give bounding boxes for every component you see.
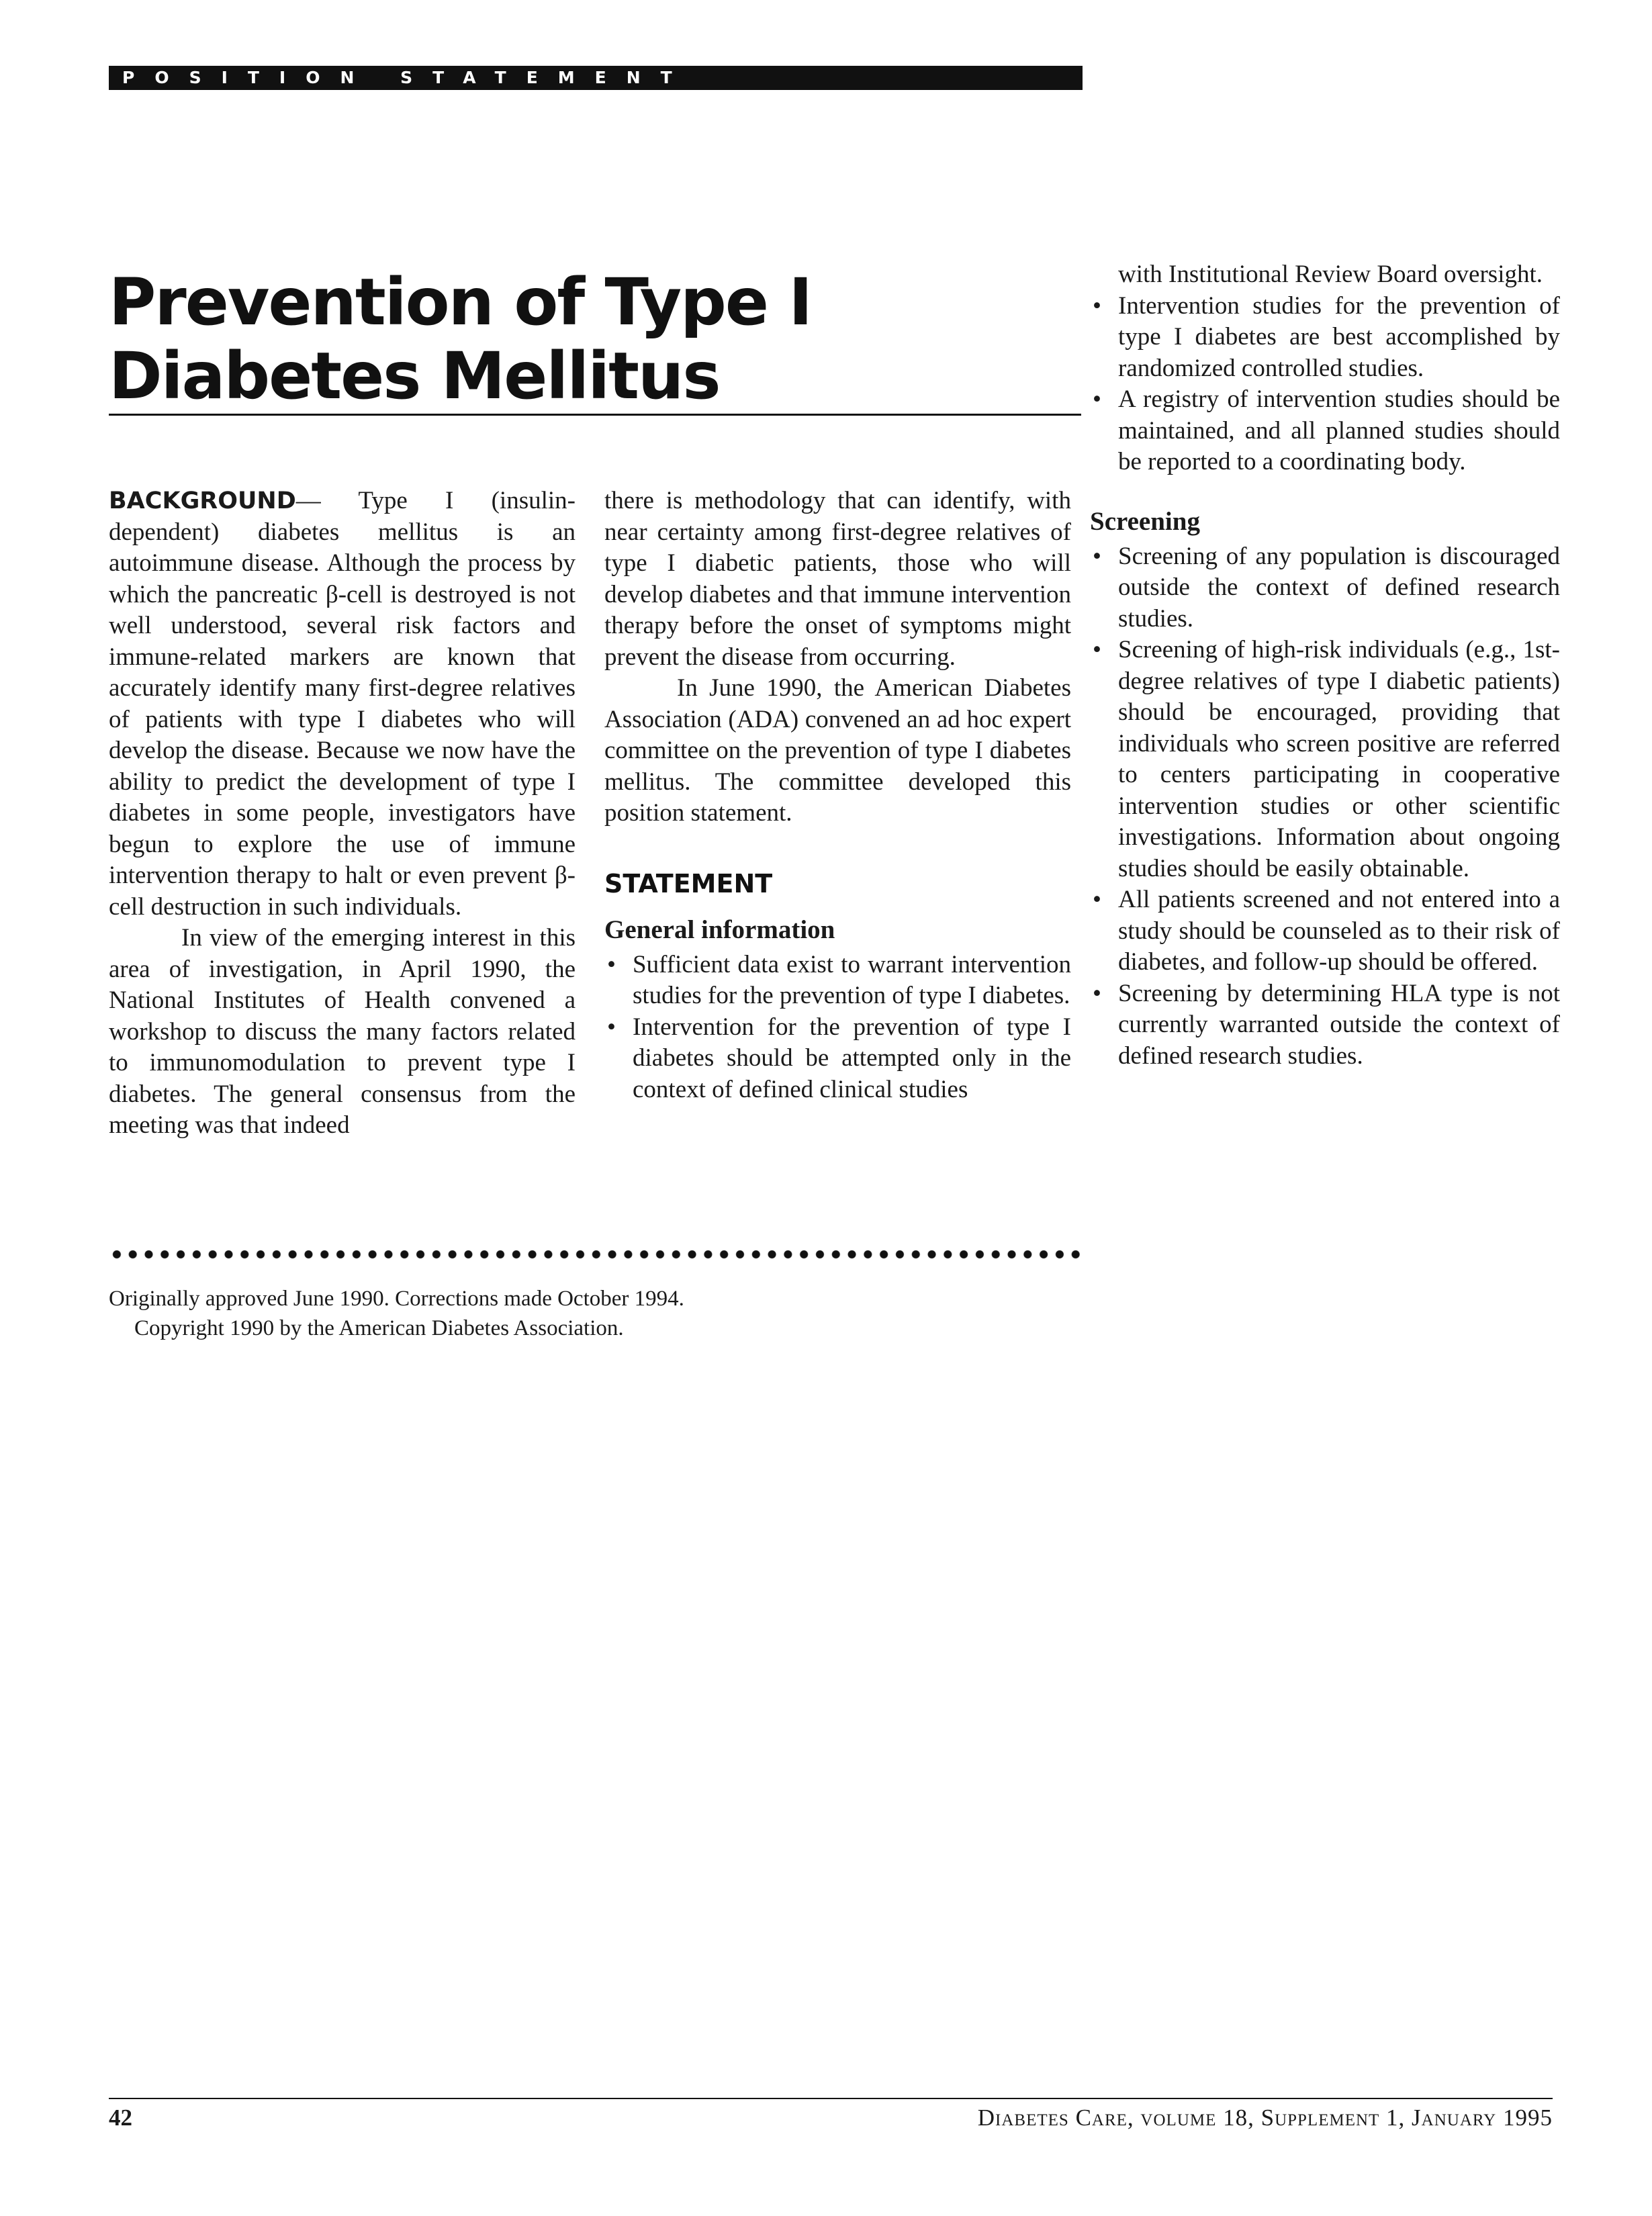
background-para-1-text: Type I (insulin-dependent) diabetes mellitus is an autoimmune disease. Although the process by which the pancreatic β-cell is destroyed is not well understood, several risk factors and immune-related markers are known that accurately identify many first-degree relatives of patients with type I diabetes who will develop the disease. Because we now have the ability to predict the development of type I diabetes in some people, investigators have begun to explore the use of immune intervention therapy to halt or even prevent β-cell destruction in such individuals. xyxy=(109,487,576,921)
general-information-heading: General information xyxy=(604,915,835,944)
copyright-note: Copyright 1990 by the American Diabetes Association. xyxy=(134,1316,624,1340)
list-item xyxy=(1090,291,1560,385)
bullet-icon: • xyxy=(1093,385,1101,413)
header-band-text: POSITION STATEMENT xyxy=(122,68,692,87)
list-item xyxy=(1090,541,1560,635)
background-para-3: In June 1990, the American Diabetes Association (ADA) convened an ad hoc expert committee on the prevention of type I diabetes mellitus. The committee developed this position statement. xyxy=(604,674,1071,827)
list-item xyxy=(604,1012,1071,1106)
column-3 xyxy=(1090,259,1560,1072)
column-1 xyxy=(109,486,576,1142)
list-item-text: A registry of intervention studies should be maintained, and all planned studies should be reported to a coordinating body. xyxy=(1118,385,1560,475)
background-heading: BACKGROUND xyxy=(109,488,296,514)
list-item-text: Intervention for the prevention of type I diabetes should be attempted only in the context of defined clinical studies xyxy=(633,1013,1071,1103)
list-item-text: Sufficient data exist to warrant intervention studies for the prevention of type I diabetes. xyxy=(633,950,1071,1009)
bullet-icon: • xyxy=(607,1013,616,1041)
bullet-icon: • xyxy=(1093,291,1101,320)
header-band xyxy=(109,66,1083,90)
list-item-text: Screening of high-risk individuals (e.g., 1st-degree relatives of type I diabetic patients) should be encouraged, providing that individuals who screen positive are referred to centers participating in cooperative intervention studies or other scientific investigations. Information about ongoing studies should be easily obtainable. xyxy=(1118,636,1560,882)
list-item xyxy=(604,950,1071,1012)
list-item-text: Intervention studies for the prevention of type I diabetes are best accomplished by randomized controlled studies. xyxy=(1118,291,1560,382)
article-title xyxy=(109,265,1083,413)
bullet-icon: • xyxy=(607,950,616,978)
dotted-separator xyxy=(109,1248,1083,1261)
general-item-2-continued: with Institutional Review Board oversight. xyxy=(1118,261,1543,288)
general-information-list-continued xyxy=(1090,291,1560,478)
background-para-1: BACKGROUND— Type I (insulin-dependent) diabetes mellitus is an autoimmune disease. Although the process by which the pancreatic β-cell is destroyed is not well understood, several risk factors and immune-related markers are known that accurately identify many first-degree relatives of patients with type I diabetes who will develop the disease. Because we now have the ability to predict the development of type I diabetes in some people, investigators have begun to explore the use of immune intervention therapy to halt or even prevent β-cell destruction in such individuals. xyxy=(109,487,576,921)
list-item xyxy=(1090,635,1560,884)
list-item xyxy=(1090,884,1560,978)
footnotes xyxy=(109,1284,1116,1343)
list-item-text: Screening by determining HLA type is not currently warranted outside the context of defined research studies. xyxy=(1118,979,1560,1070)
bullet-icon: • xyxy=(1093,886,1101,913)
screening-list xyxy=(1090,541,1560,1072)
footer-rule xyxy=(109,2098,1553,2099)
list-item-text: All patients screened and not entered into a study should be counseled as to their risk of diabetes, and follow-up should be offered. xyxy=(1118,886,1560,976)
title-rule xyxy=(109,414,1081,416)
journal-citation: Diabetes Care, volume 18, Supplement 1, January 1995 xyxy=(977,2105,1553,2131)
screening-heading: Screening xyxy=(1090,506,1200,536)
title-line-1: Prevention of Type I xyxy=(109,265,812,340)
bullet-icon: • xyxy=(1093,542,1101,570)
general-information-list xyxy=(604,950,1071,1106)
statement-heading: STATEMENT xyxy=(604,868,773,898)
bullet-icon: • xyxy=(1093,979,1101,1007)
background-para-2: In view of the emerging interest in this area of investigation, in April 1990, the National Institutes of Health convened a workshop to discuss the many factors related to immunomodulation to prevent type I diabetes. The general consensus from the meeting was that indeed xyxy=(109,924,576,1139)
approval-note: Originally approved June 1990. Corrections made October 1994. xyxy=(109,1287,684,1311)
column-2 xyxy=(604,486,1071,1105)
title-line-2: Diabetes Mellitus xyxy=(109,338,720,414)
background-para-2-continued: there is methodology that can identify, with near certainty among first-degree relatives of type I diabetic patients, those who will develop diabetes and that immune intervention therapy before the onset of symptoms might prevent the disease from occurring. xyxy=(604,487,1071,671)
bullet-icon: • xyxy=(1093,636,1101,663)
list-item xyxy=(1090,384,1560,478)
list-item-text: Screening of any population is discouraged outside the context of defined research studies. xyxy=(1118,542,1560,633)
page-number: 42 xyxy=(109,2105,132,2131)
list-item xyxy=(1090,978,1560,1072)
